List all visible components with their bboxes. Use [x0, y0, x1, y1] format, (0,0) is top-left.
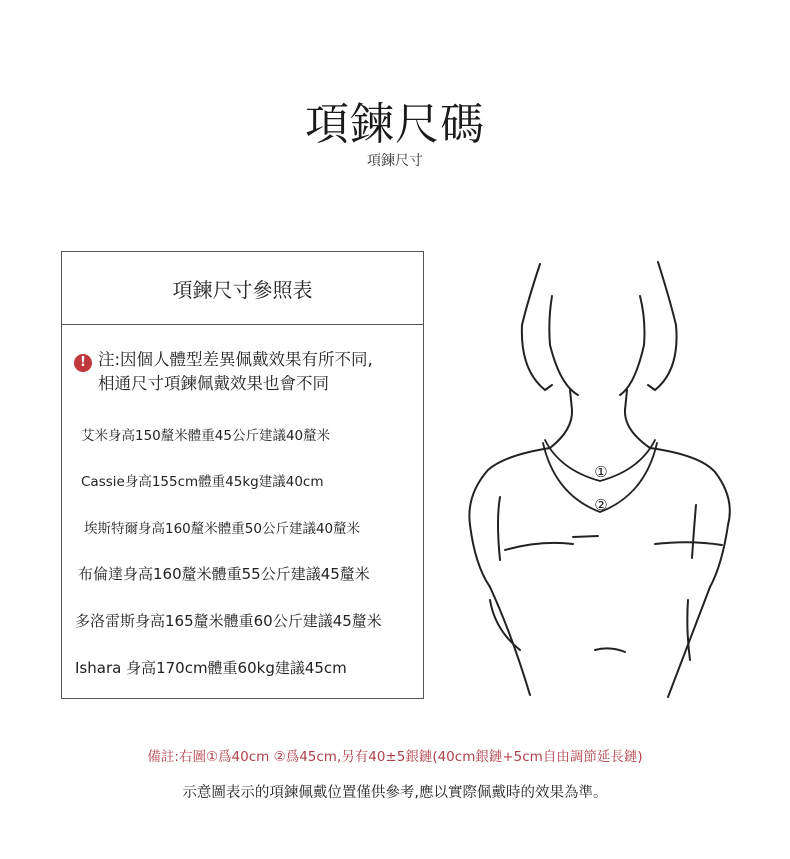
shoulder-right — [650, 448, 730, 587]
arm-right-inner — [687, 600, 690, 660]
page-subtitle: 項鍊尺寸 — [367, 153, 423, 169]
size-row-4: 布倫達身高160釐米體重55公斤建議45釐米 — [78, 565, 370, 583]
neck-left — [550, 390, 572, 448]
hair-right-outline — [648, 262, 677, 390]
size-row-3: 埃斯特爾身高160釐米體重50公斤建議40釐米 — [84, 521, 361, 537]
table-title: 項鍊尺寸參照表 — [62, 252, 423, 325]
size-row-2: Cassie身高155cm體重45kg建議40cm — [81, 474, 324, 490]
page-title: 項鍊尺碼 — [305, 99, 485, 150]
size-row-5: 多洛雷斯身高165釐米體重60公斤建議45釐米 — [75, 612, 382, 630]
torso-necklace-illustration — [450, 250, 750, 705]
shoulder-left — [469, 448, 550, 587]
face-left-outline — [549, 296, 578, 395]
arm-right-line — [692, 505, 696, 558]
chest-right — [655, 542, 722, 545]
neck-right — [625, 390, 650, 448]
waist-line — [595, 648, 625, 652]
size-reference-table — [61, 251, 424, 699]
note-line-2: 相通尺寸項鍊佩戴效果也會不同 — [98, 374, 329, 393]
arm-left-line — [498, 497, 500, 560]
face-right-outline — [620, 296, 645, 395]
chest-center — [573, 536, 598, 537]
footer-note-red: 備註:右圖①爲40cm ②爲45cm,另有40±5銀鏈(40cm銀鏈+5cm自由調節延長鏈) — [147, 749, 643, 765]
note-line-1: 注:因個人體型差異佩戴效果有所不同, — [98, 350, 373, 369]
marker-40cm: ① — [594, 463, 608, 481]
warning-icon: ! — [74, 354, 92, 372]
size-row-1: 艾米身高150釐米體重45公斤建議40釐米 — [81, 428, 331, 444]
footer-note-black: 示意圖表示的項鍊佩戴位置僅供參考,應以實際佩戴時的效果為準。 — [182, 785, 608, 801]
table-note — [74, 348, 414, 396]
marker-45cm: ② — [594, 496, 608, 514]
chest-left — [505, 543, 573, 550]
size-row-6: Ishara 身高170cm體重60kg建議45cm — [75, 659, 347, 677]
hair-left-outline — [522, 264, 552, 390]
